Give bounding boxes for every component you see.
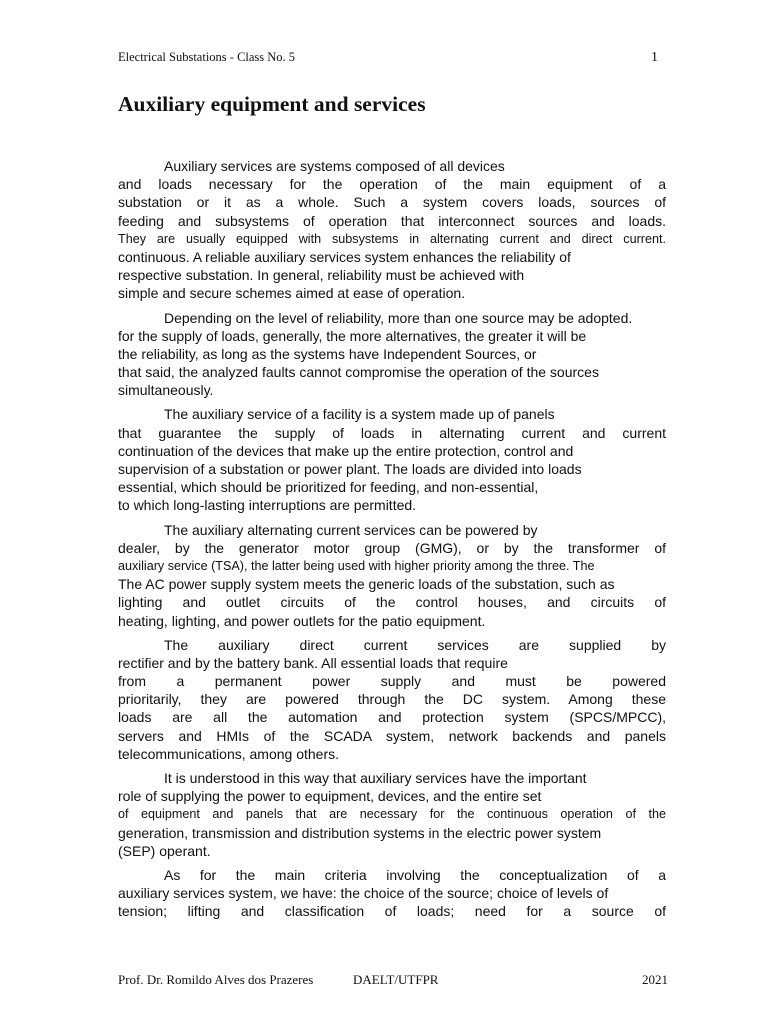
text-line: that said, the analyzed faults cannot compromise the operation of the sources [118,364,599,381]
course-title: Electrical Substations - Class No. 5 [118,50,296,64]
paragraph [118,636,666,763]
text-line: the reliability, as long as the systems have Independent Sources, or [118,345,537,362]
running-header [118,50,658,65]
text-line: Depending on the level of reliability, more than one source may be adopted. [164,309,633,326]
paragraph [118,157,666,303]
text-line: from a permanent power supply and must be powered [118,673,666,690]
text-line: Auxiliary services are systems composed of all devices [164,158,505,174]
text-line: tension; lifting and classification of loads; need for a source of [118,903,666,920]
paragraph [118,521,666,630]
text-line: of equipment and panels that are necessary for the continuous operation of the [118,807,666,822]
text-line: auxiliary services system, we have: the choice of the source; choice of levels of [118,885,609,902]
text-line: prioritarily, they are powered through the DC system. Among these [118,691,666,708]
running-footer [118,972,668,988]
text-line: heating, lighting, and power outlets for the patio equipment. [118,612,486,629]
text-line: The auxiliary service of a facility is a system made up of panels [164,406,555,423]
text-line: The AC power supply system meets the generic loads of the substation, such as [118,576,615,593]
text-line: rectifier and by the battery bank. All essential loads that require [118,654,508,671]
text-line: supervision of a substation or power plant. The loads are divided into loads [118,461,582,477]
text-line: servers and HMIs of the SCADA system, network backends and panels [118,727,666,744]
text-line: generation, transmission and distribution systems in the electric power system [118,824,602,841]
text-line: continuous. A reliable auxiliary services system enhances the reliability of [118,248,571,265]
paragraph [118,309,666,400]
text-line: to which long-lasting interruptions are permitted. [118,497,417,514]
text-line: essential, which should be prioritized for feeding, and non-essential, [118,479,539,496]
text-line: It is understood in this way that auxiliary services have the important [164,770,587,786]
paragraph [118,866,666,921]
page-title: Auxiliary equipment and services [118,92,426,116]
text-line: telecommunications, among others. [118,745,339,762]
text-line: and loads necessary for the operation of the main equipment of a [118,176,666,193]
footer-year: 2021 [642,972,668,987]
text-line: (SEP) operant. [118,842,211,859]
text-line: continuation of the devices that make up the entire protection, control and [118,442,574,459]
paragraph [118,769,666,860]
text-line: substation or it as a whole. Such a system covers loads, sources of [118,194,666,211]
footer-author: Prof. Dr. Romildo Alves dos Prazeres [118,972,314,987]
page-number: 1 [651,50,658,65]
text-line: They are usually equipped with subsystems in alternating current and direct current. [118,231,666,246]
text-line: As for the main criteria involving the conceptualization of a [164,866,666,883]
paragraph [118,405,666,514]
text-line: auxiliary service (TSA), the latter being used with higher priority among the three. The [118,558,595,573]
text-line: lighting and outlet circuits of the control houses, and circuits of [118,594,666,611]
text-line: feeding and subsystems of operation that interconnect sources and loads. [118,212,666,229]
footer-department: DAELT/UTFPR [353,972,439,987]
text-line: respective substation. In general, reliability must be achieved with [118,267,525,284]
text-line: The auxiliary direct current services are supplied by [164,636,666,653]
text-line: simultaneously. [118,382,214,399]
text-line: dealer, by the generator motor group (GMG), or by the transformer of [118,539,666,556]
text-line: role of supplying the power to equipment, devices, and the entire set [118,788,542,805]
text-line: that guarantee the supply of loads in alternating current and current [118,424,666,441]
text-line: simple and secure schemes aimed at ease of operation. [118,285,466,302]
text-line: for the supply of loads, generally, the more alternatives, the greater it will be [118,327,587,344]
document-body [118,157,666,927]
text-line: The auxiliary alternating current services can be powered by [164,521,538,538]
text-line: loads are all the automation and protection system (SPCS/MPCC), [118,709,666,726]
